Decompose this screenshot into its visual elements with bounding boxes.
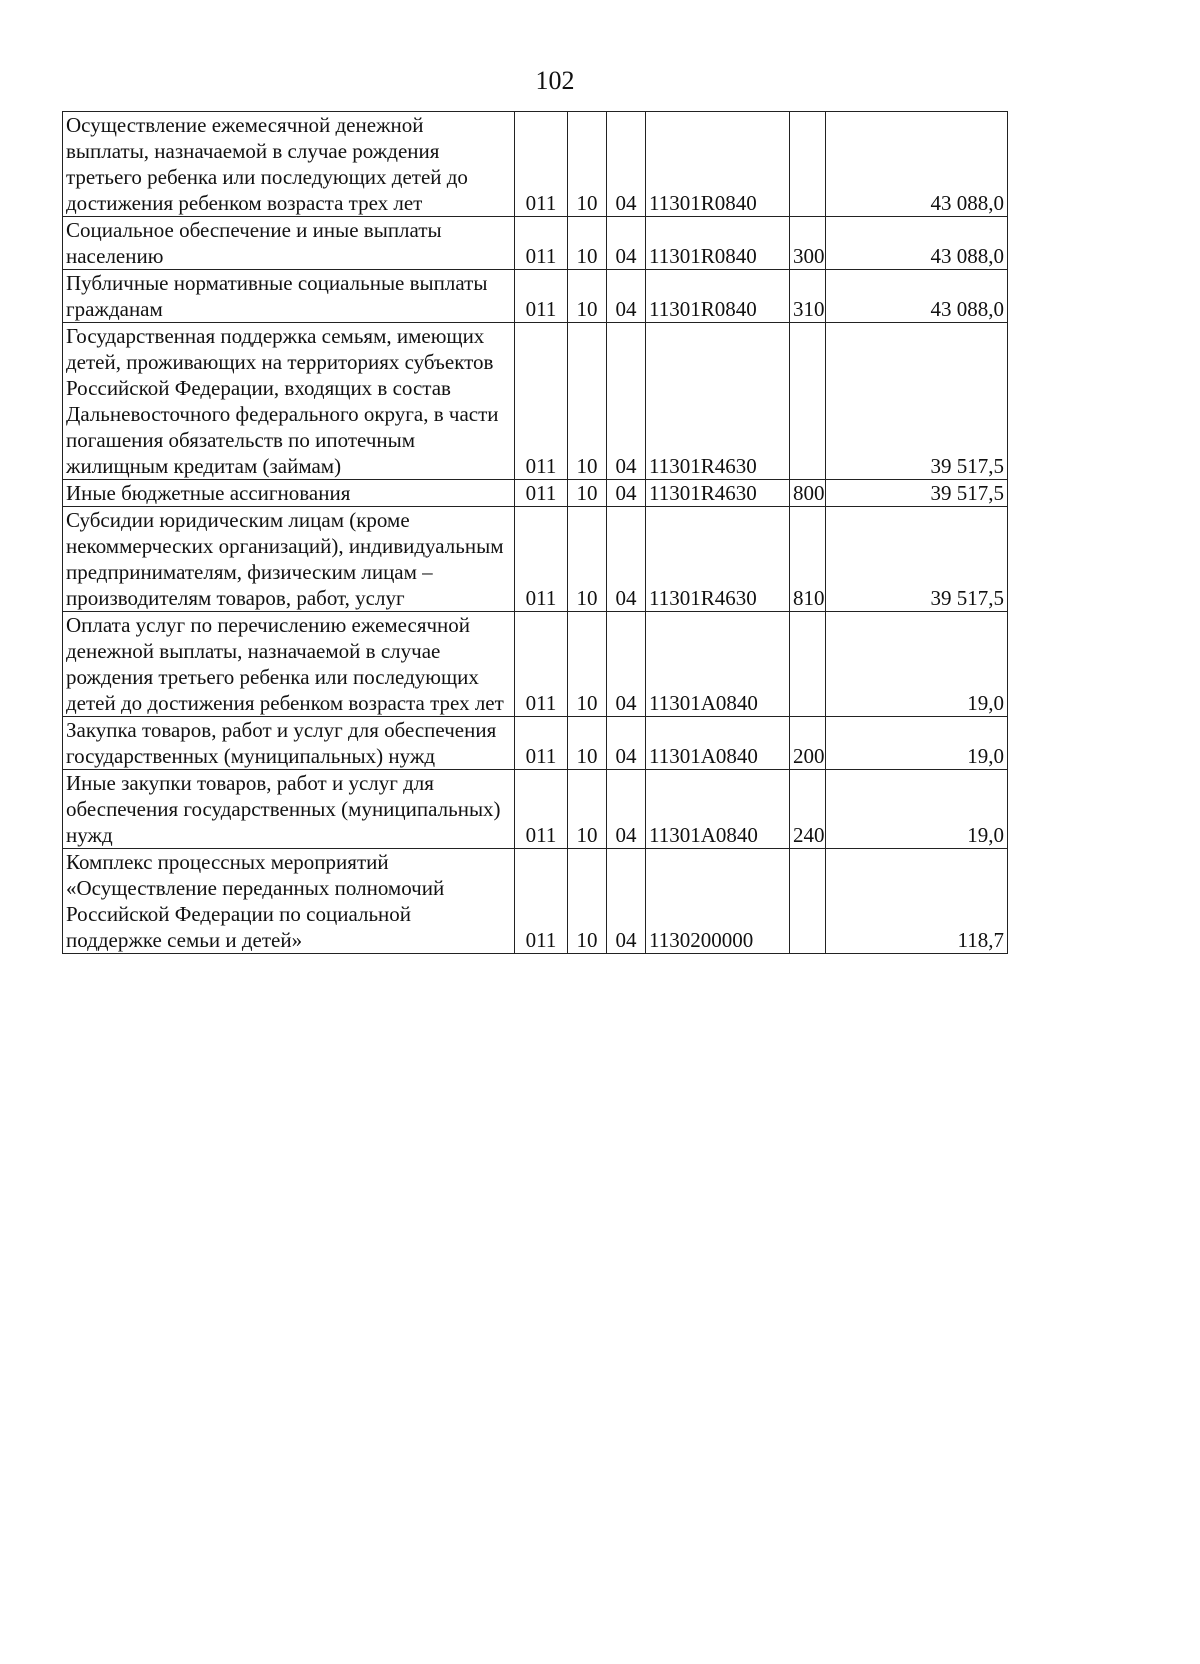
table-row [63,612,1008,717]
row-subsection-code: 04 [607,270,646,323]
row-expense-type: 300 [790,217,826,270]
row-name: Государственная поддержка семьям, имеющих детей, проживающих на территориях субъектов Российской Федерации, входящих в состав Дальневосточного федерального округа, в части погашения обязательств по ипотечным жилищным кредитам (займам) [63,323,515,480]
row-subsection-code: 04 [607,849,646,954]
row-target-article: 11301A0840 [646,717,790,770]
page-number: 102 [535,66,575,95]
row-name: Осуществление ежемесячной денежной выплаты, назначаемой в случае рождения третьего ребенка или последующих детей до достижения ребенком возраста трех лет [63,112,515,217]
row-amount: 19,0 [826,612,1008,717]
row-section-code: 10 [568,612,607,717]
row-subsection-code: 04 [607,112,646,217]
row-section-code: 10 [568,849,607,954]
row-amount: 39 517,5 [826,480,1008,507]
row-subsection-code: 04 [607,717,646,770]
row-amount: 39 517,5 [826,507,1008,612]
row-name: Оплата услуг по перечислению ежемесячной денежной выплаты, назначаемой в случае рождения третьего ребенка или последующих детей до достижения ребенком возраста трех лет [63,612,515,717]
row-subsection-code: 04 [607,323,646,480]
row-target-article: 11301R4630 [646,507,790,612]
budget-table [62,111,1008,954]
row-subsection-code: 04 [607,217,646,270]
table-row [63,112,1008,217]
row-ved-code: 011 [515,717,568,770]
row-name: Публичные нормативные социальные выплаты гражданам [63,270,515,323]
row-target-article: 11301R0840 [646,112,790,217]
row-ved-code: 011 [515,323,568,480]
table-row [63,480,1008,507]
table-body [63,112,1008,954]
table-row [63,323,1008,480]
row-ved-code: 011 [515,849,568,954]
row-amount: 19,0 [826,717,1008,770]
row-expense-type [790,323,826,480]
table-row [63,507,1008,612]
row-target-article: 11301A0840 [646,612,790,717]
table-row [63,270,1008,323]
row-target-article: 11301R4630 [646,480,790,507]
row-target-article: 11301A0840 [646,770,790,849]
row-target-article: 11301R4630 [646,323,790,480]
row-amount: 43 088,0 [826,270,1008,323]
row-expense-type [790,849,826,954]
table-row [63,770,1008,849]
row-ved-code: 011 [515,770,568,849]
row-ved-code: 011 [515,217,568,270]
row-name: Иные бюджетные ассигнования [63,480,515,507]
row-subsection-code: 04 [607,770,646,849]
row-expense-type [790,112,826,217]
row-amount: 43 088,0 [826,112,1008,217]
row-section-code: 10 [568,217,607,270]
row-section-code: 10 [568,112,607,217]
row-ved-code: 011 [515,112,568,217]
table-row [63,217,1008,270]
row-name: Комплекс процессных мероприятий «Осуществление переданных полномочий Российской Федерации по социальной поддержке семьи и детей» [63,849,515,954]
row-section-code: 10 [568,770,607,849]
row-target-article: 1130200000 [646,849,790,954]
row-ved-code: 011 [515,507,568,612]
row-ved-code: 011 [515,270,568,323]
row-target-article: 11301R0840 [646,270,790,323]
row-section-code: 10 [568,717,607,770]
row-name: Субсидии юридическим лицам (кроме некоммерческих организаций), индивидуальным предпринимателям, физическим лицам – производителям товаров, работ, услуг [63,507,515,612]
row-target-article: 11301R0840 [646,217,790,270]
row-name: Иные закупки товаров, работ и услуг для обеспечения государственных (муниципальных) нужд [63,770,515,849]
table-row [63,717,1008,770]
row-section-code: 10 [568,507,607,612]
row-section-code: 10 [568,323,607,480]
row-expense-type: 800 [790,480,826,507]
row-section-code: 10 [568,480,607,507]
row-name: Закупка товаров, работ и услуг для обеспечения государственных (муниципальных) нужд [63,717,515,770]
row-expense-type: 240 [790,770,826,849]
row-amount: 43 088,0 [826,217,1008,270]
row-expense-type: 810 [790,507,826,612]
row-name: Социальное обеспечение и иные выплаты населению [63,217,515,270]
row-ved-code: 011 [515,612,568,717]
row-expense-type [790,612,826,717]
row-section-code: 10 [568,270,607,323]
row-amount: 118,7 [826,849,1008,954]
row-subsection-code: 04 [607,507,646,612]
row-amount: 19,0 [826,770,1008,849]
row-subsection-code: 04 [607,480,646,507]
row-expense-type: 200 [790,717,826,770]
row-expense-type: 310 [790,270,826,323]
table-row [63,849,1008,954]
row-subsection-code: 04 [607,612,646,717]
row-amount: 39 517,5 [826,323,1008,480]
row-ved-code: 011 [515,480,568,507]
